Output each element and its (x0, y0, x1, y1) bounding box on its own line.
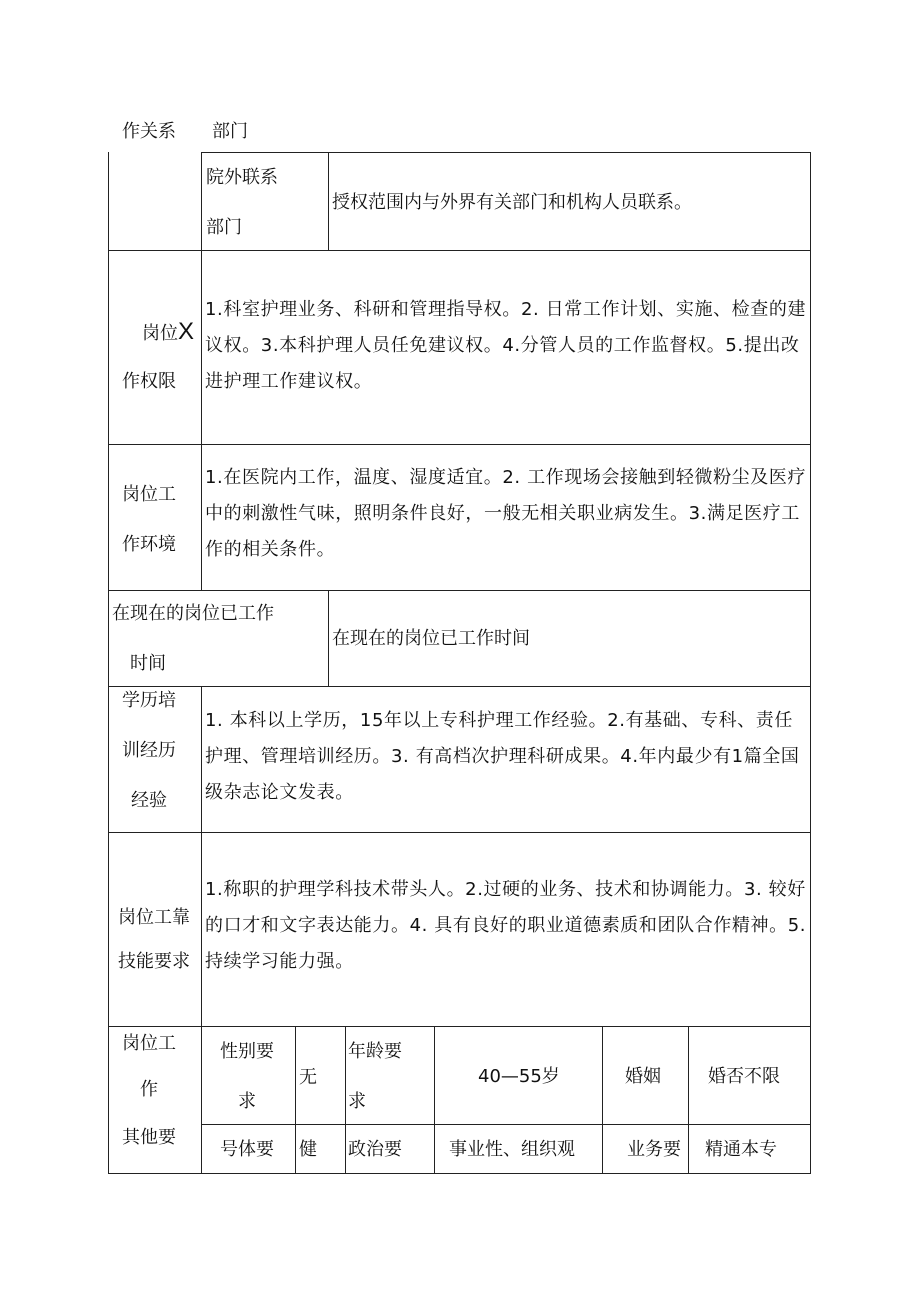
gender-label-line2: 求 (238, 1091, 256, 1112)
top-fragment-left: 作关系 (122, 121, 176, 142)
authority-label-mark: X (178, 318, 195, 345)
authority-label-line1 (142, 320, 194, 346)
education-label-line2: 训经历 (122, 740, 176, 761)
gender-label-line1: 性别要 (220, 1041, 274, 1062)
politics-label: 政治要 (348, 1139, 402, 1160)
authority-label-line2: 作权限 (122, 371, 176, 392)
authority-label-text: 岗位 (142, 323, 178, 344)
education-label-line3: 经验 (131, 790, 167, 811)
tenure-label-line1: 在现在的岗位已工作 (112, 603, 274, 624)
age-value: 40—55岁 (478, 1066, 560, 1087)
business-label: 业务要 (627, 1139, 681, 1160)
gender-value: 无 (299, 1067, 317, 1088)
authority-text: 1.科室护理业务、科研和管理指导权。2. 日常工作计划、实施、检查的建议权。3.本科护理人员任免建议权。4.分管人员的工作监督权。5.提出改进护理工作建议权。 (205, 299, 807, 392)
top-fragment-right: 部门 (212, 121, 248, 142)
external-contact-label-line2: 部门 (206, 217, 242, 238)
tenure-label-line2: 时间 (130, 653, 166, 674)
environment-label-line2: 作环境 (122, 534, 176, 555)
environment-text: 1.在医院内工作，温度、湿度适宜。2. 工作现场会接触到轻微粉尘及医疗中的刺激性气味，照明条件良好，一般无相关职业病发生。3.满足医疗工作的相关条件。 (205, 467, 807, 560)
skills-label-line2: 技能要求 (118, 951, 190, 972)
other-label-line1: 岗位工 (122, 1033, 176, 1054)
age-label-line1: 年龄要 (348, 1041, 402, 1062)
health-label: 号体要 (220, 1139, 274, 1160)
environment-label-line1: 岗位工 (122, 484, 176, 505)
marriage-value: 婚否不限 (708, 1066, 780, 1087)
skills-text: 1.称职的护理学科技术带头人。2.过硬的业务、技术和协调能力。3. 较好的口才和文字表达能力。4. 具有良好的职业道德素质和团队合作精神。5. 持续学习能力强。 (205, 879, 807, 972)
age-label-line2: 求 (348, 1091, 366, 1112)
politics-value: 事业性、组织观 (449, 1139, 575, 1160)
business-value: 精通本专 (705, 1139, 777, 1160)
education-label-line1: 学历培 (122, 690, 176, 711)
other-label-line2: 作 (140, 1079, 158, 1100)
health-value: 健 (299, 1139, 317, 1160)
tenure-value: 在现在的岗位已工作时间 (332, 628, 530, 649)
external-contact-value: 授权范围内与外界有关部门和机构人员联系。 (332, 192, 692, 213)
skills-label-line1: 岗位工靠 (118, 907, 190, 928)
marriage-label: 婚姻 (625, 1066, 661, 1087)
other-label-line3: 其他要 (122, 1127, 176, 1148)
education-text: 1. 本科以上学历，15年以上专科护理工作经验。2.有基础、专科、责任护理、管理培训经历。3. 有高档次护理科研成果。4.年内最少有1篇全国级杂志论文发表。 (205, 710, 800, 803)
external-contact-label-line1: 院外联系 (206, 167, 278, 188)
